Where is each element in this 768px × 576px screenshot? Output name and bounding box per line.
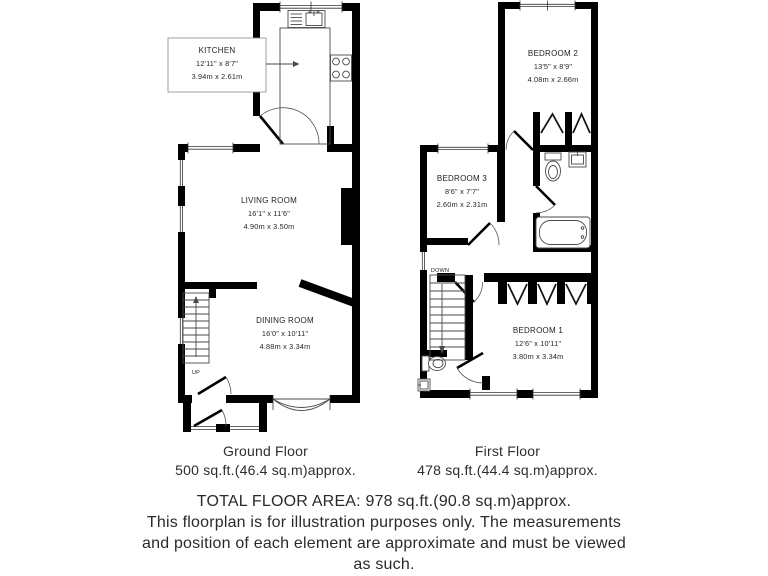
bathroom-fixtures bbox=[536, 152, 590, 248]
bedroom2-size-metric: 4.08m x 2.66m bbox=[527, 75, 579, 84]
inner-door bbox=[198, 377, 231, 394]
dining-room-label bbox=[256, 316, 314, 351]
bay-window bbox=[273, 395, 330, 411]
front-door bbox=[194, 410, 226, 426]
bedroom3-size-imperial: 8'6" x 7'7" bbox=[444, 187, 480, 196]
bedroom3-label bbox=[437, 174, 488, 209]
living-side-window-2 bbox=[178, 206, 185, 232]
dining-room-size-metric: 4.88m x 3.34m bbox=[259, 342, 311, 351]
basin-icon bbox=[569, 152, 586, 167]
disclaimer-line-2: and position of each element are approximate and must be viewed bbox=[142, 535, 626, 552]
ground-floor-title: Ground Floor bbox=[223, 443, 308, 459]
toilet-icon bbox=[545, 153, 561, 181]
kitchen-label-arrow bbox=[293, 61, 300, 67]
kitchen-door bbox=[260, 108, 319, 144]
landing-window bbox=[420, 252, 427, 270]
stairs-up-label: UP bbox=[191, 370, 201, 376]
footer bbox=[0, 491, 768, 575]
bedroom2-size-imperial: 13'5" x 8'9" bbox=[533, 62, 573, 71]
ground-floor-plan bbox=[160, 0, 370, 440]
dining-room-name: DINING ROOM bbox=[256, 316, 314, 325]
bedroom2-name: BEDROOM 2 bbox=[527, 49, 579, 58]
kitchen-counter bbox=[280, 28, 330, 144]
hob-icon bbox=[331, 55, 352, 81]
bedroom1-window-2 bbox=[533, 389, 580, 400]
first-floor-title: First Floor bbox=[474, 443, 541, 459]
stairs-up bbox=[183, 293, 209, 376]
bedroom3-door bbox=[468, 223, 499, 245]
disclaimer-line-3: as such. bbox=[353, 556, 415, 573]
stairs-down-label: DOWN bbox=[430, 268, 450, 274]
living-side-window-1 bbox=[178, 160, 185, 186]
bedroom3-name: BEDROOM 3 bbox=[436, 174, 488, 183]
bedroom2-window bbox=[520, 1, 575, 11]
living-room-name: LIVING ROOM bbox=[240, 196, 298, 205]
living-room-size-metric: 4.90m x 3.50m bbox=[243, 222, 295, 231]
dining-room-size-imperial: 16'0" x 10'11" bbox=[261, 329, 309, 338]
wc-basin-icon bbox=[418, 379, 430, 391]
bedroom1-window-1 bbox=[470, 389, 517, 400]
chimney-breast bbox=[341, 188, 352, 245]
living-top-window bbox=[188, 143, 233, 154]
disclaimer-line-1: This floorplan is for illustration purposes only. The measurements bbox=[146, 514, 622, 531]
dining-side-window bbox=[178, 318, 185, 344]
bedroom2-door bbox=[506, 131, 533, 150]
kitchen-sink-icon bbox=[288, 11, 325, 28]
bathroom-door bbox=[536, 186, 555, 213]
kitchen-size-metric: 3.94m x 2.61m bbox=[191, 72, 243, 81]
bedroom1-label bbox=[513, 326, 564, 361]
kitchen-name: KITCHEN bbox=[198, 46, 236, 55]
stairs-up-arrow bbox=[193, 296, 199, 303]
living-room-label bbox=[241, 196, 297, 231]
ground-floor-caption bbox=[158, 442, 373, 480]
living-room-size-imperial: 16'1" x 11'6" bbox=[247, 209, 291, 218]
wc-toilet-icon bbox=[422, 356, 446, 371]
first-floor-area: 478 sq.ft.(44.4 sq.m)approx. bbox=[417, 462, 598, 478]
first-floor-plan bbox=[402, 0, 602, 410]
bedroom1-size-metric: 3.80m x 3.34m bbox=[512, 352, 564, 361]
total-floor-area: TOTAL FLOOR AREA: 978 sq.ft.(90.8 sq.m)approx. bbox=[196, 493, 572, 510]
bedroom1-closets bbox=[508, 284, 586, 304]
bedroom3-window bbox=[438, 144, 488, 154]
porch bbox=[183, 377, 267, 432]
first-floor-caption bbox=[400, 442, 615, 480]
kitchen-fixtures bbox=[280, 11, 352, 145]
bedroom3-size-metric: 2.60m x 2.31m bbox=[436, 200, 488, 209]
chamfer-wall bbox=[300, 283, 357, 304]
ground-floor-area: 500 sq.ft.(46.4 sq.m)approx. bbox=[175, 462, 356, 478]
bedroom1-name: BEDROOM 1 bbox=[512, 326, 564, 335]
bathtub-icon bbox=[536, 217, 590, 248]
kitchen-size-imperial: 12'11" x 8'7" bbox=[195, 59, 239, 68]
bedroom1-size-imperial: 12'6" x 10'11" bbox=[514, 339, 562, 348]
bedroom2-label bbox=[528, 49, 579, 84]
